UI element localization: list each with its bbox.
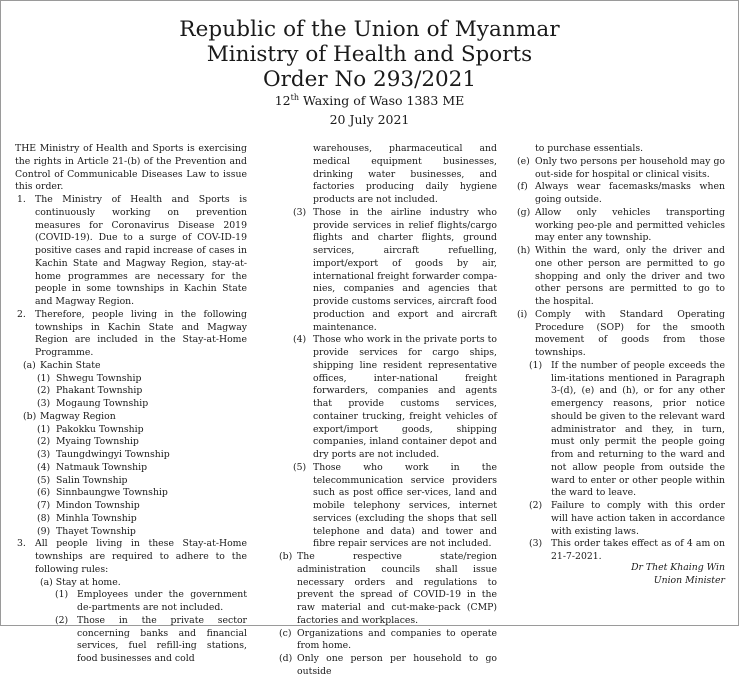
paragraph-2 xyxy=(15,309,247,360)
lunar-date xyxy=(1,93,738,109)
column-3 xyxy=(515,143,725,564)
rule-b: (b) The respective state/region administration councils shall issue necessary orders and regulations to prevent the spread of COVID-19 in the raw material and cut-make-pack (CMP) factories and workplaces. xyxy=(279,551,497,626)
rule-text: Only two persons per household may go out-side for hospital or clinical visits. xyxy=(535,155,725,180)
paragraph-number: 1. xyxy=(17,194,26,205)
rule-i: (i) Comply with Standard Operating Procedure (SOP) for the smooth movement of goods from those townships. xyxy=(517,308,725,358)
region-label: Kachin State xyxy=(40,359,101,371)
rule-text: Employees under the government de-partments are not included. xyxy=(77,589,247,613)
paragraph-1 xyxy=(15,194,247,309)
lunar-month-year: Waxing of Waso 1383 ME xyxy=(299,93,465,108)
intro-paragraph: THE Ministry of Health and Sports is exercising the rights in Article 21-(b) of the Prevention and Control of Communicable Diseases Law to issue this order. xyxy=(15,143,247,193)
region-kachin xyxy=(15,360,247,373)
rule-a-3: (3) Those in the airline industry who provide services in relief flights/cargo flights and charter flights, ground services, aircraft refuelling, import/export of goods by air, international freight forwarder compa-nies, companies and agencies that provide customs services, aircraft food production and export and aircraft maintenance. xyxy=(293,206,497,333)
paragraph-3-3: (3) This order takes effect as of 4 am on 21-7-2021. xyxy=(529,538,725,562)
rule-a-1: (1) Employees under the government de-partments are not included. xyxy=(55,589,247,613)
list-item: (2) Myaing Township xyxy=(37,436,139,448)
rule-text: Within the ward, only the driver and one other person are permitted to go shopping and only the driver and two other persons are permitted to go to the hospital. xyxy=(535,245,725,307)
country-title: Republic of the Union of Myanmar xyxy=(179,17,560,42)
township-name: Myaing Township xyxy=(56,436,139,448)
region-label: Magway Region xyxy=(40,410,116,422)
list-item: (8) Minhla Township xyxy=(37,512,137,524)
paragraph-number: 3. xyxy=(17,538,26,550)
column-2 xyxy=(277,143,497,679)
paragraph-text: All people living in these Stay-at-Home townships are required to adhere to the following rules: xyxy=(35,538,247,575)
rule-g: (g) Allow only vehicles transporting working peo-ple and permitted vehicles may enter any township. xyxy=(517,206,725,244)
township-name: Shwegu Township xyxy=(56,372,142,384)
sub-number: (a) xyxy=(23,359,36,371)
rule-a-5: (5) Those who work in the telecommunication service providers such as post office ser-vices, land and mobile telephony services, internet services (excluding the shops that sell telephone and data) and tower and fibre repair services are not included. xyxy=(293,461,497,550)
order-header xyxy=(1,17,738,128)
rule-text: Comply with Standard Operating Procedure (SOP) for the smooth movement of goods from those townships. xyxy=(535,308,725,358)
rule-text: Those in the private sector concerning banks and financial services, fuel refill-ing stations, food businesses and cold xyxy=(77,614,247,664)
rule-a-label: (a) Stay at home. xyxy=(40,576,121,588)
list-item: (5) Salin Township xyxy=(37,474,128,486)
paragraph-3-2: (2) Failure to comply with this order will have action taken in accordance with existing laws. xyxy=(529,500,725,537)
township-name: Mogaung Township xyxy=(56,398,149,409)
paragraph-number: 2. xyxy=(17,308,26,320)
township-name: Phakant Township xyxy=(56,385,143,397)
rule-f: (f) Always wear facemasks/masks when going outside. xyxy=(517,181,725,205)
rule-text: Those who work in the private ports to provide services for cargo ships, shipping line resident representative offices, inter-national freight forwarders, companies and agents that provide customs services, container trucking, freight vehicles of export/import goods, shipping companies, inland container depot and dry ports are not included. xyxy=(313,334,497,460)
township-name: Salin Township xyxy=(56,474,128,486)
rule-text: Only one person per household to go outside xyxy=(297,653,497,677)
list-item: (6) Sinnbaungwe Township xyxy=(37,487,168,499)
paragraph-text: Therefore, people living in the following townships in Kachin State and Magway Region are included in the Stay-at-Home Programme. xyxy=(35,308,247,358)
signatory-title: Union Minister xyxy=(653,574,725,586)
rule-text: Those who work in the telecommunication service providers such as post office ser-vices, land and mobile telephony services, internet services (excluding the shops that sell telephone and data) and tower and fibre repair services are not included. xyxy=(313,461,497,550)
paragraph-text: The Ministry of Health and Sports is continuously working on prevention measures for Coronavirus Disease 2019 (COVID-19). Due to a surge of COV-ID-19 positive cases and rapid increase of cases in Kachin State and Magway Region, stay-at-home programmes are necessary for the people in some townships in Kachin State and Magway Region. xyxy=(35,194,247,307)
list-item: (3) Mogaung Township xyxy=(37,398,149,409)
rule-d-continued: to purchase essentials. xyxy=(535,143,644,154)
list-item: (1) Shwegu Township xyxy=(37,372,142,384)
rule-d: (d) Only one person per household to go outside xyxy=(279,653,497,677)
list-item: (9) Thayet Township xyxy=(37,525,136,537)
gregorian-date: 20 July 2021 xyxy=(329,112,410,127)
rule-a-2-continued: warehouses, pharmaceutical and medical equipment businesses, drinking water businesses, and factories producing daily hygiene products are not included. xyxy=(313,143,497,205)
township-name: Taungdwingyi Township xyxy=(56,449,170,460)
signature-block xyxy=(515,562,725,588)
list-item: (7) Mindon Township xyxy=(37,500,140,511)
rule-a-4: (4) Those who work in the private ports to provide services for cargo ships, shipping line resident representative offices, inter-national freight forwarders, companies and agents that provide customs services, container trucking, freight vehicles of export/import goods, shipping companies, inland container depot and dry ports are not included. xyxy=(293,334,497,460)
rule-text: Failure to comply with this order will have action taken in accordance with existing laws. xyxy=(551,500,725,537)
rule-c: (c) Organizations and companies to operate from home. xyxy=(279,627,497,652)
township-name: Sinnbaungwe Township xyxy=(56,487,168,499)
rule-text: The respective state/region administration councils shall issue necessary orders and regulations to prevent the spread of COVID-19 in the raw material and cut-make-pack (CMP) factories and workplaces. xyxy=(297,551,497,626)
township-name: Pakokku Township xyxy=(56,423,144,435)
rule-a-2: (2) Those in the private sector concerning banks and financial services, fuel refill-ing stations, food businesses and cold xyxy=(55,614,247,664)
lunar-day: 12 xyxy=(274,93,291,108)
township-name: Natmauk Township xyxy=(56,461,148,473)
rule-text: Organizations and companies to operate from home. xyxy=(297,627,497,652)
township-name: Minhla Township xyxy=(56,512,137,524)
ordinal-suffix: th xyxy=(290,92,300,102)
rule-h: (h) Within the ward, only the driver and one other person are permitted to go shopping and only the driver and two other persons are permitted to go to the hospital. xyxy=(517,245,725,307)
order-number: Order No 293/2021 xyxy=(262,67,477,92)
sub-number: (b) xyxy=(23,410,37,422)
signatory-name: Dr Thet Khaing Win xyxy=(631,562,725,573)
rule-text: Those in the airline industry who provide services in relief flights/cargo flights and charter flights, ground services, aircraft refuelling, import/export of goods by air, international freight forwarder compa-nies, companies and agencies that provide customs services, aircraft food production and export and aircraft maintenance. xyxy=(313,206,497,333)
rule-text: This order takes effect as of 4 am on 21-7-2021. xyxy=(551,538,725,562)
list-item: (2) Phakant Township xyxy=(37,385,143,397)
list-item: (1) Pakokku Township xyxy=(37,423,144,435)
paragraph-3 xyxy=(15,538,247,576)
rule-text: If the number of people exceeds the lim-itations mentioned in Paragraph 3-(d), (e) and (h), or for any other emergency reasons, prior notice should be given to the relevant ward administrator and they, in turn, must only permit the people going from and returning to the ward and not allow people from outside the ward to enter or other people within the ward to leave. xyxy=(551,359,725,499)
list-item: (4) Natmauk Township xyxy=(37,461,148,473)
region-magway xyxy=(15,411,247,424)
list-item: (3) Taungdwingyi Township xyxy=(37,449,170,460)
township-name: Mindon Township xyxy=(56,500,140,511)
rule-text: Always wear facemasks/masks when going outside. xyxy=(535,181,725,205)
paragraph-3-1: (1) If the number of people exceeds the lim-itations mentioned in Paragraph 3-(d), (e) and (h), or for any other emergency reasons, prior notice should be given to the relevant ward administrator and they, in turn, must only permit the people going from and returning to the ward and not allow people from outside the ward to enter or other people within the ward to leave. xyxy=(529,359,725,499)
rule-e: (e) Only two persons per household may go out-side for hospital or clinical visits. xyxy=(517,155,725,180)
column-1 xyxy=(15,143,247,666)
ministry-title: Ministry of Health and Sports xyxy=(206,42,533,67)
township-name: Thayet Township xyxy=(56,525,136,537)
rule-text: Allow only vehicles transporting working peo-ple and permitted vehicles may enter any township. xyxy=(535,206,725,244)
